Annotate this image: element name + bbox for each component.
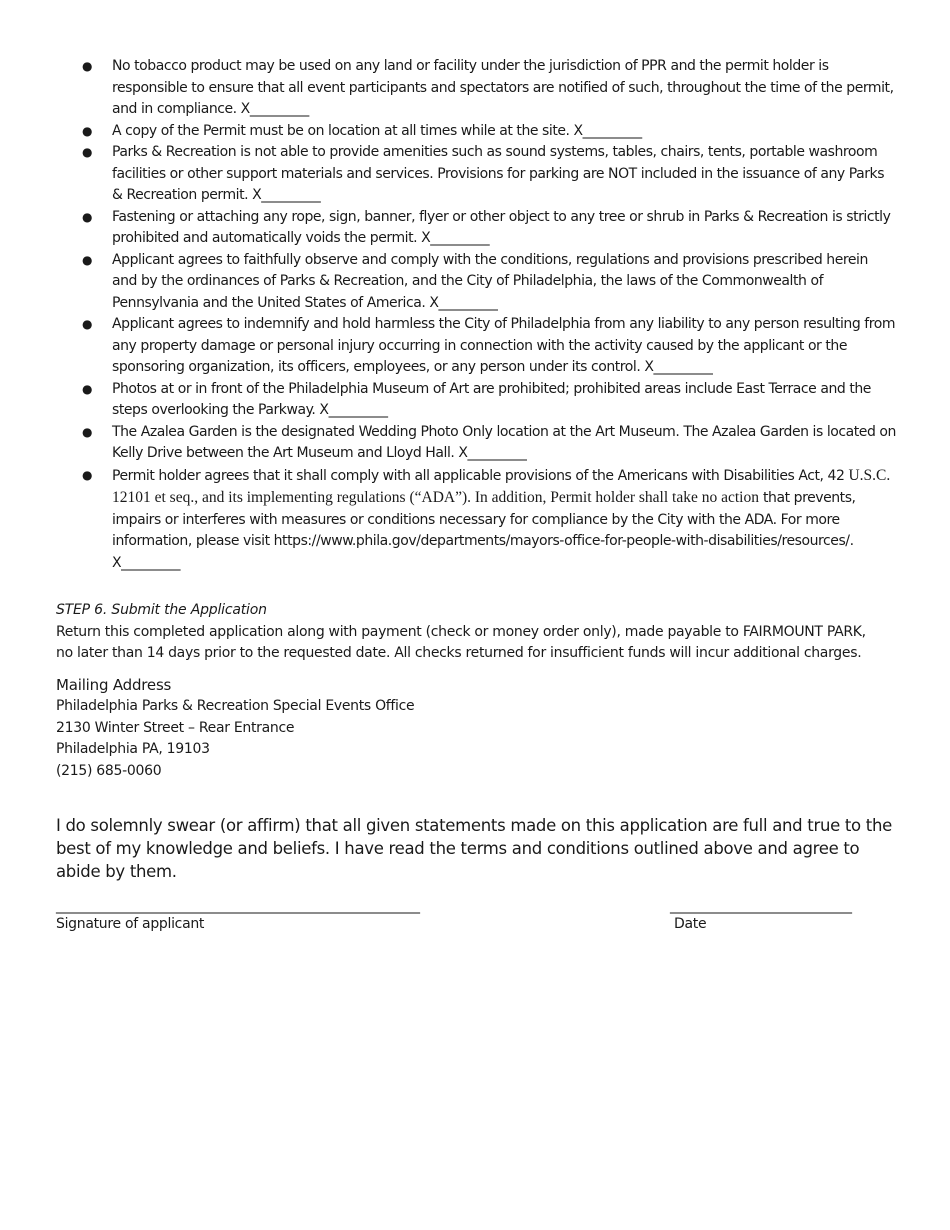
mailing-address bbox=[56, 675, 896, 783]
permit-rules-list bbox=[56, 56, 896, 574]
mailing-office: Philadelphia Parks & Recreation Special Events Office bbox=[56, 698, 415, 714]
oath-statement: I do solemnly swear (or affirm) that all given statements made on this application are full and true to the best of my knowledge and beliefs. I have read the terms and conditions outlined above and agree to abide by them. bbox=[56, 816, 892, 881]
rule-text-ada-part2: U.S.C. 12101 et seq., and its implementing regulations (“ADA”). In addition, Permit holder shall take no action bbox=[112, 466, 891, 506]
step6-instructions: Return this completed application along with payment (check or money order only), made payable to FAIRMOUNT PARK, no later than 14 days prior to the requested date. All checks returned for insufficient funds will incur additional charges. bbox=[56, 623, 866, 661]
mailing-phone: (215) 685-0060 bbox=[56, 762, 162, 779]
rule-fastening bbox=[56, 207, 896, 250]
rule-text-ada-part1: Permit holder agrees that it shall comply with all applicable provisions of the Americans with Disabilities Act, 42 bbox=[112, 467, 845, 484]
rule-indemnify bbox=[56, 314, 896, 379]
rule-no-tobacco bbox=[56, 56, 896, 121]
signature-label: Signature of applicant bbox=[56, 916, 205, 932]
date-label: Date bbox=[674, 916, 707, 932]
signature-line[interactable]: ____________________________________________________ bbox=[56, 898, 420, 914]
rule-museum-photos bbox=[56, 379, 896, 422]
step6-title: STEP 6. Submit the Application bbox=[56, 602, 267, 618]
rule-text: Applicant agrees to indemnify and hold harmless the City of Philadelphia from any liability to any person resulting from any property damage or personal injury occurring in connection with the activity caused by the applicant or the sponsoring organization, its officers, employees, or any person under its control. X_________ bbox=[112, 316, 896, 375]
rule-permit-copy bbox=[56, 121, 896, 143]
rule-text: The Azalea Garden is the designated Wedding Photo Only location at the Art Museum. The Azalea Garden is located on Kelly Drive between the Art Museum and Lloyd Hall. X_________ bbox=[112, 423, 896, 461]
mailing-address-heading: Mailing Address bbox=[56, 675, 172, 694]
rule-amenities bbox=[56, 142, 896, 207]
rule-azalea-garden bbox=[56, 422, 896, 465]
rule-text-ada-part3: that prevents, impairs or interferes with measures or conditions necessary for compliance by the City with the ADA. For more information, please visit https://www.phila.gov/departments/mayors-office-for-people-with-disabilities/resources/. X_________ bbox=[112, 490, 856, 571]
document-page bbox=[56, 56, 896, 937]
rule-text: No tobacco product may be used on any land or facility under the jurisdiction of PPR and the permit holder is responsible to ensure that all event participants and spectators are notified of such, throughout the time of the permit, and in compliance. X_________ bbox=[112, 58, 894, 117]
rule-text: Fastening or attaching any rope, sign, banner, flyer or other object to any tree or shrub in Parks & Recreation is strictly prohibited and automatically voids the permit. X_________ bbox=[112, 208, 891, 246]
rule-text: Photos at or in front of the Philadelphia Museum of Art are prohibited; prohibited areas include East Terrace and the steps overlooking the Parkway. X_________ bbox=[112, 380, 871, 418]
bullet-icon: ● bbox=[82, 424, 93, 439]
bullet-icon: ● bbox=[82, 123, 93, 138]
rule-text: Parks & Recreation is not able to provide amenities such as sound systems, tables, chairs, tents, portable washroom facilities or other support materials and services. Provisions for parking are NOT included in the issuance of any Parks & Recreation permit. X_________ bbox=[112, 144, 885, 203]
bullet-icon: ● bbox=[82, 317, 93, 331]
mailing-city: Philadelphia PA, 19103 bbox=[56, 741, 210, 757]
date-line[interactable]: __________________________ bbox=[670, 898, 852, 914]
rule-text: Applicant agrees to faithfully observe and comply with the conditions, regulations and provisions prescribed herein and by the ordinances of Parks & Recreation, and the City of Philadelphia, the laws of the Commonwealth of Pennsylvania and the United States of America. X_________ bbox=[112, 251, 868, 311]
bullet-icon: ● bbox=[82, 145, 93, 159]
bullet-icon: ● bbox=[82, 252, 93, 267]
rule-ada bbox=[56, 465, 896, 575]
signature-row bbox=[56, 897, 896, 937]
mailing-street: 2130 Winter Street – Rear Entrance bbox=[56, 719, 295, 736]
rule-text: A copy of the Permit must be on location at all times while at the site. X_________ bbox=[112, 122, 642, 139]
bullet-icon: ● bbox=[82, 467, 93, 482]
bullet-icon: ● bbox=[82, 59, 93, 73]
bullet-icon: ● bbox=[82, 209, 93, 224]
rule-comply-ordinances bbox=[56, 250, 896, 315]
bullet-icon: ● bbox=[82, 381, 93, 396]
